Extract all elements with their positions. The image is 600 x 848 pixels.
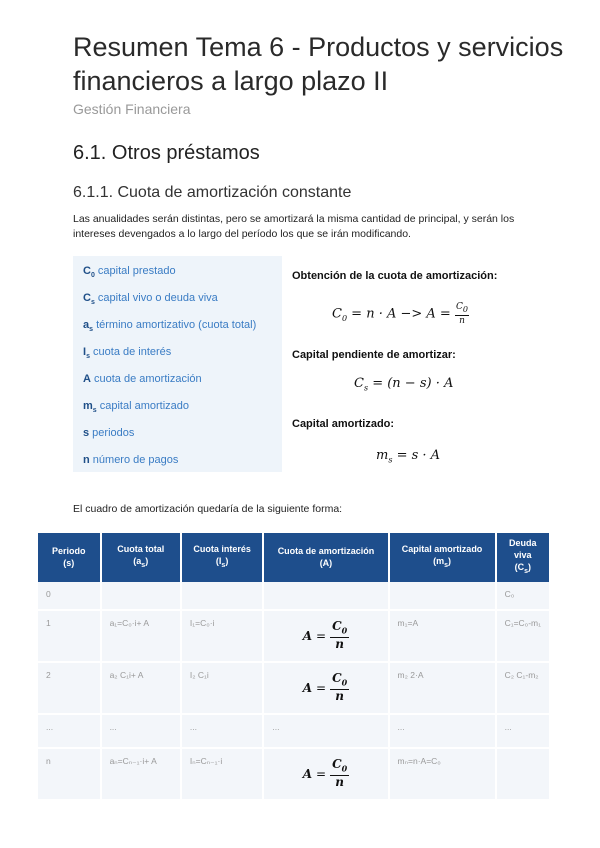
table-cell: ... (496, 714, 550, 748)
subsection-heading: 6.1.1. Cuota de amortización constante (73, 184, 352, 201)
table-row (38, 748, 550, 800)
table-cell: 0 (38, 582, 101, 610)
legend-item: A cuota de amortización (83, 373, 202, 385)
table-row (38, 610, 550, 662)
table-cell (101, 582, 181, 610)
legend-item: n número de pagos (83, 454, 179, 466)
column-header: Cuota total $(a_s)$ (101, 533, 181, 582)
table-cell: Iₙ=Cₙ₋₁·i (181, 748, 263, 800)
formula-amortized-capital: $m_s = s \cdot A$ (376, 448, 441, 465)
column-header: Capital amortizado $(m_s)$ (389, 533, 496, 582)
table-cell: C₁=C₀-m₁ (496, 610, 550, 662)
legend-item: $C_s$ capital vivo o deuda viva (83, 292, 218, 307)
column-header: Cuota interés $(I_s)$ (181, 533, 263, 582)
table-header-row (38, 533, 550, 582)
legend-item: $a_s$ término amortizativo (cuota total) (83, 319, 257, 334)
table-cell-formula: A = $\frac{C_0}{n}$ (263, 610, 388, 662)
table-cell (389, 582, 496, 610)
table-cell: ... (101, 714, 181, 748)
table-cell: C₂ C₁-m₂ (496, 662, 550, 714)
page-title: Resumen Tema 6 - Productos y servicios financieros a largo plazo II (73, 32, 564, 96)
table-cell: aₙ=Cₙ₋₁·i+ A (101, 748, 181, 800)
table-row (38, 714, 550, 748)
table-cell: m₁=A (389, 610, 496, 662)
table-cell: m₂ 2·A (389, 662, 496, 714)
column-header: Deuda viva $(C_s)$ (496, 533, 550, 582)
formula-label-amortization-quota: Obtención de la cuota de amortización: (292, 270, 498, 282)
table-cell: C₀ (496, 582, 550, 610)
legend-item: s periodos (83, 427, 135, 439)
formula-label-pending-capital: Capital pendiente de amortizar: (292, 349, 456, 361)
table-cell-formula: A = $\frac{C_0}{n}$ (263, 662, 388, 714)
table-cell: ... (263, 714, 388, 748)
table-cell: 2 (38, 662, 101, 714)
section-heading: 6.1. Otros préstamos (73, 142, 260, 164)
table-cell: a₂ C₁i+ A (101, 662, 181, 714)
table-cell (496, 748, 550, 800)
subject-subtitle: Gestión Financiera (73, 101, 191, 117)
table-cell: mₙ=n·A=C₀ (389, 748, 496, 800)
table-caption: El cuadro de amortización quedaría de la siguiente forma: (73, 503, 343, 515)
table-cell: ... (38, 714, 101, 748)
formula-label-amortized-capital: Capital amortizado: (292, 418, 395, 430)
table-cell: ... (389, 714, 496, 748)
table-cell-formula: A = $\frac{C_0}{n}$ (263, 748, 388, 800)
table-cell: I₁=C₀·i (181, 610, 263, 662)
table-cell: n (38, 748, 101, 800)
table-row (38, 662, 550, 714)
formula-amortization-quota: $C_0 = n \cdot A -> A$ = $\frac{C_0}{n}$ (332, 302, 468, 326)
table-cell: I₂ C₁i (181, 662, 263, 714)
legend-item: $m_s$ capital amortizado (83, 400, 190, 415)
table-cell (181, 582, 263, 610)
legend-item: $I_s$ cuota de interés (83, 346, 172, 361)
intro-paragraph: Las anualidades serán distintas, pero se amortizará la misma cantidad de principal, y serán los intereses devengados a lo largo del período los que se irán modificando. (73, 213, 515, 240)
table-row (38, 582, 550, 610)
table-cell: 1 (38, 610, 101, 662)
column-header: Cuota de amortización (A) (263, 533, 388, 582)
formula-pending-capital: $C_s = (n - s) \cdot A$ (354, 376, 454, 393)
legend-item: $C_0$ capital prestado (83, 265, 176, 280)
column-header: Periodo (s) (38, 533, 101, 582)
table-cell: ... (181, 714, 263, 748)
symbol-legend (73, 256, 282, 472)
table-cell (263, 582, 388, 610)
table-cell: a₁=C₀·i+ A (101, 610, 181, 662)
amortization-table (38, 533, 551, 801)
